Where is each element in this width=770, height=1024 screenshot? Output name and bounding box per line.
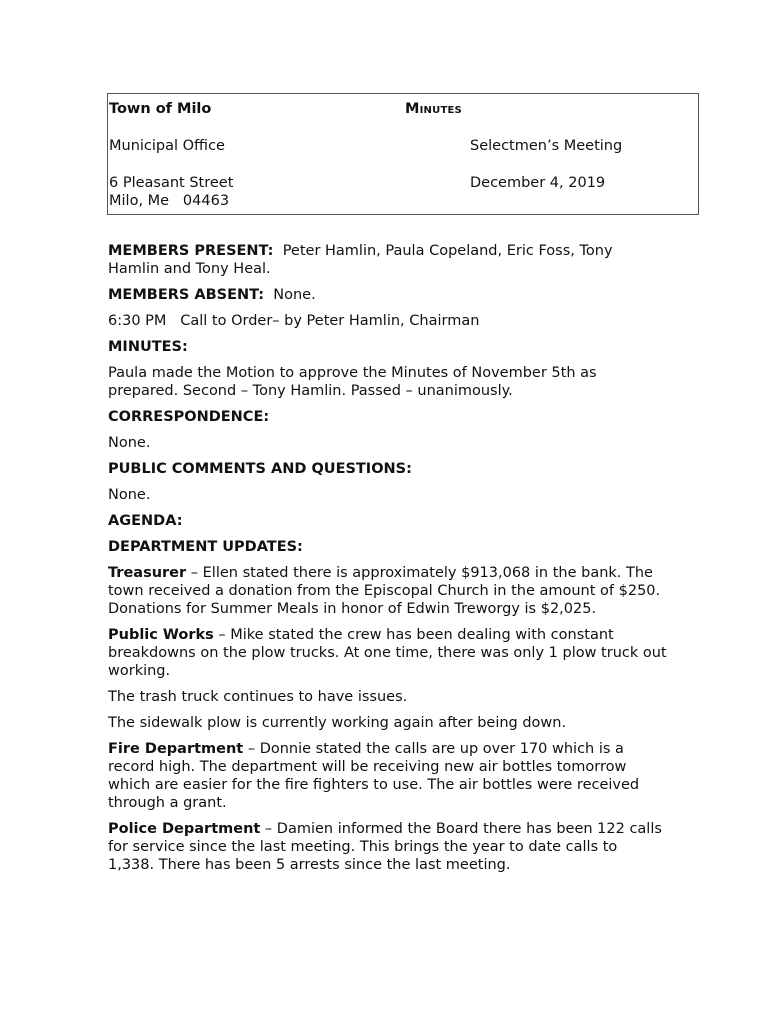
treasurer-update (108, 564, 668, 618)
police-department-text: – Damien informed the Board there has been 122 calls for service since the last meeting. This brings the year to date calls to 1,338. There has been 5 arrests since the last meeting. (108, 821, 662, 873)
minutes-text: Paula made the Motion to approve the Minutes of November 5th as prepared. Second – Tony Hamlin. Passed – unanimously. (108, 365, 597, 399)
town-name: Town of Milo (109, 101, 212, 117)
sidewalk-plow-note: The sidewalk plow is currently working again after being down. (108, 715, 567, 731)
fire-department-update (108, 740, 668, 812)
members-present-label: MEMBERS PRESENT: (108, 243, 274, 259)
treasurer-label: Treasurer (108, 565, 187, 581)
correspondence-heading: CORRESPONDENCE: (108, 409, 270, 425)
public-works-label: Public Works (108, 627, 214, 643)
agenda-heading: AGENDA: (108, 513, 183, 529)
minutes-heading: MINUTES: (108, 339, 188, 355)
letterhead-right (470, 137, 695, 192)
members-present-text: Peter Hamlin, Paula Copeland, Eric Foss, Tony Hamlin and Tony Heal. (108, 243, 613, 277)
trash-truck-note: The trash truck continues to have issues. (108, 689, 408, 705)
members-absent-label: MEMBERS ABSENT: (108, 287, 265, 303)
police-department-label: Police Department (108, 821, 261, 837)
treasurer-text: – Ellen stated there is approximately $913,068 in the bank. The town received a donation from the Episcopal Church in the amount of $250. Donations for Summer Meals in honor of Edwin Treworgy is $2,025. (108, 565, 661, 617)
meeting-date: December 4, 2019 (470, 175, 606, 191)
letterhead-left (109, 100, 409, 210)
public-works-update (108, 626, 668, 680)
public-works-text: – Mike stated the crew has been dealing with constant breakdowns on the plow trucks. At one time, there was only 1 plow truck out working. (108, 627, 667, 679)
minutes-body (108, 242, 668, 882)
document-type: Minutes (405, 101, 462, 117)
call-to-order: 6:30 PM Call to Order– by Peter Hamlin, Chairman (108, 313, 480, 329)
public-comments-heading: PUBLIC COMMENTS AND QUESTIONS: (108, 461, 412, 477)
letterhead-box (107, 93, 699, 215)
police-department-update (108, 820, 668, 874)
department-updates-heading: DEPARTMENT UPDATES: (108, 539, 303, 555)
office-name: Municipal Office (109, 138, 225, 154)
meeting-name: Selectmen’s Meeting (470, 138, 623, 154)
members-present (108, 242, 668, 278)
city-zip: Milo, Me 04463 (109, 193, 230, 209)
street-address: 6 Pleasant Street (109, 175, 234, 191)
fire-department-label: Fire Department (108, 741, 244, 757)
public-comments-text: None. (108, 487, 151, 503)
members-absent (108, 286, 668, 304)
fire-department-text: – Donnie stated the calls are up over 170 which is a record high. The department will be receiving new air bottles tomorrow which are easier for the fire fighters to use. The air bottles were received through a grant. (108, 741, 640, 811)
members-absent-text: None. (273, 287, 316, 303)
correspondence-text: None. (108, 435, 151, 451)
